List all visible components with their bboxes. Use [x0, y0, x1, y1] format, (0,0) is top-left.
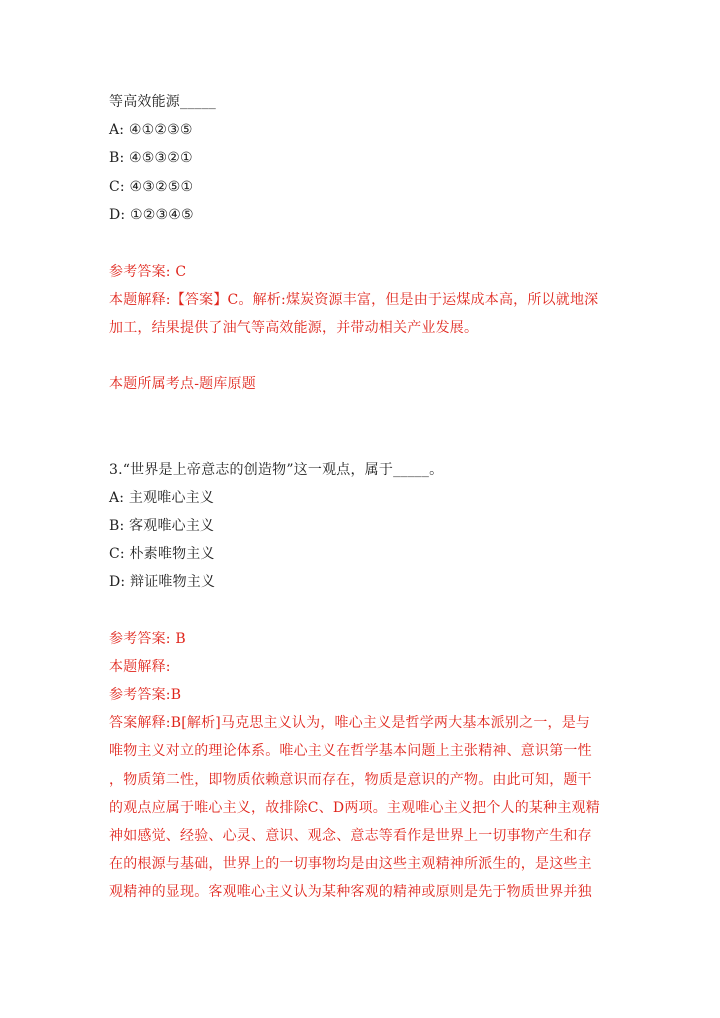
q3-analysis-line-4: 的观点应属于唯心主义，故排除C、D两项。主观唯心主义把个人的某种主观精 [109, 800, 600, 816]
q3-answer-repeat: 参考答案:B [109, 687, 182, 703]
q3-analysis-line-7: 观精神的显现。客观唯心主义认为某种客观的精神或原则是先于物质世界并独 [109, 884, 592, 900]
q2-stem-tail: 等高效能源_____ [109, 94, 216, 110]
q2-source: 本题所属考点-题库原题 [109, 376, 256, 392]
q3-option-b: B: 客观唯心主义 [109, 518, 215, 534]
q3-analysis-line-3: ，物质第二性，即物质依赖意识而存在，物质是意识的产物。由此可知，题干 [109, 772, 592, 788]
q3-analysis-line-5: 神如感觉、经验、心灵、意识、观念、意志等看作是世界上一切事物产生和存 [109, 828, 592, 844]
q2-answer: 参考答案: C [109, 264, 187, 280]
q2-option-d: D: ①②③④⑤ [109, 207, 194, 223]
q3-option-d: D: 辩证唯物主义 [109, 574, 216, 590]
q2-explanation-line-2: 加工，结果提供了油气等高效能源，并带动相关产业发展。 [109, 320, 479, 336]
q3-analysis-line-2: 唯物主义对立的理论体系。唯心主义在哲学基本问题上主张精神、意识第一性 [109, 743, 592, 759]
q3-analysis-line-6: 在的根源与基础，世界上的一切事物均是由这些主观精神所派生的，是这些主 [109, 856, 592, 872]
q3-stem: 3.“世界是上帝意志的创造物”这一观点，属于_____。 [109, 462, 444, 478]
q2-explanation-line-1: 本题解释:【答案】C。解析:煤炭资源丰富，但是由于运煤成本高，所以就地深 [109, 292, 599, 308]
q3-option-a: A: 主观唯心主义 [109, 490, 215, 506]
q3-option-c: C: 朴素唯物主义 [109, 546, 215, 562]
q2-option-b: B: ④⑤③②① [109, 150, 193, 166]
q2-option-c: C: ④③②⑤① [109, 179, 194, 195]
q2-option-a: A: ④①②③⑤ [109, 122, 193, 138]
q3-answer: 参考答案: B [109, 631, 186, 647]
q3-explanation-label: 本题解释: [109, 659, 171, 675]
q3-analysis-line-1: 答案解释:B[解析]马克思主义认为，唯心主义是哲学两大基本派别之一，是与 [109, 715, 591, 731]
